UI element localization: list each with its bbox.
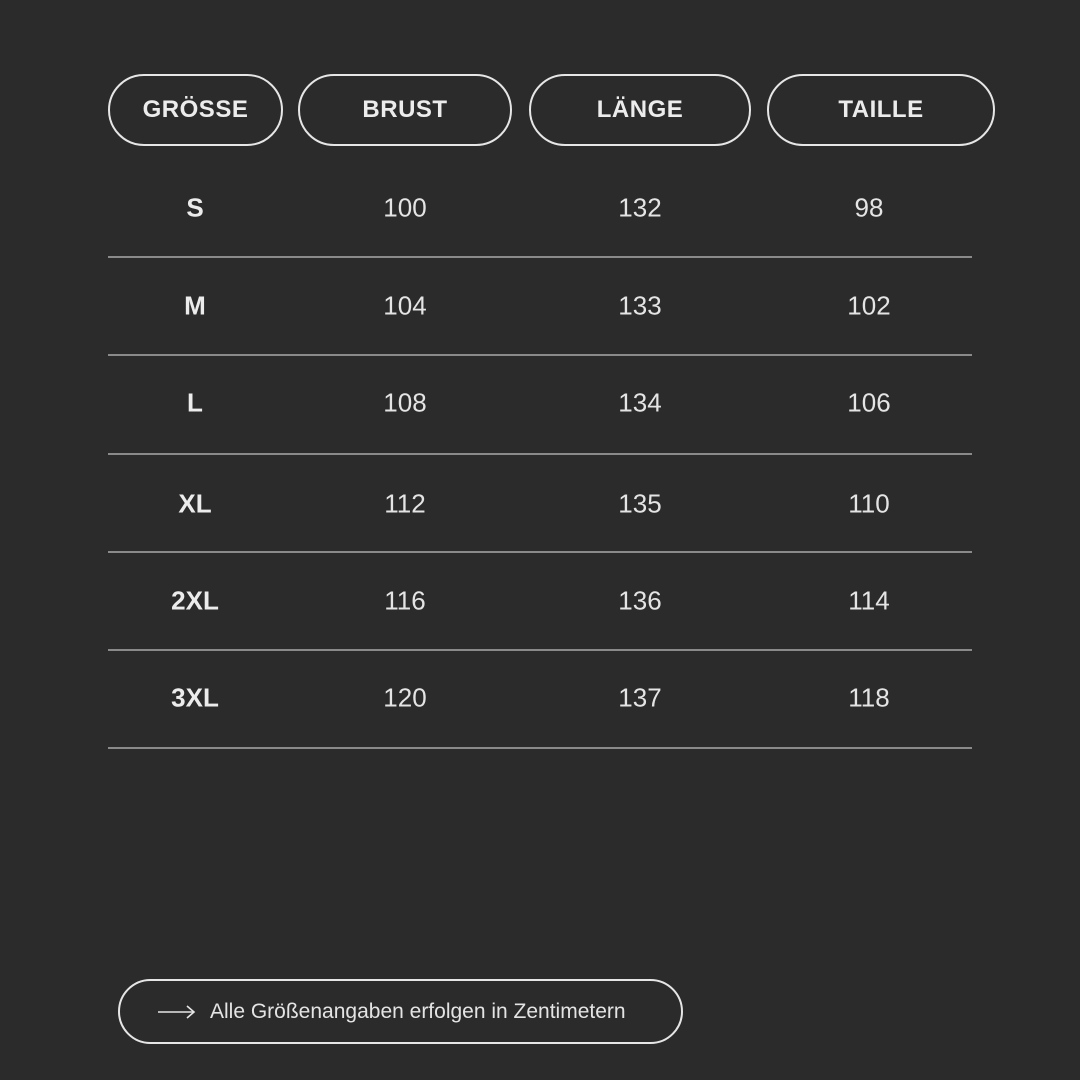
length-cell: 136 [618,585,662,616]
length-cell: 137 [618,682,662,713]
length-cell: 133 [618,290,662,321]
header-waist [767,74,995,146]
unit-note [118,979,683,1044]
header-length [529,74,751,146]
size-cell: L [187,387,203,418]
length-cell: 135 [618,488,662,519]
unit-note-text: Alle Größenangaben erfolgen in Zentimetern [210,999,626,1023]
row-divider [108,354,972,356]
size-cell: 3XL [171,682,219,713]
length-cell: 134 [618,387,662,418]
header-size-label: GRÖSSE [142,96,249,123]
size-cell: XL [178,488,212,519]
size-cell: M [184,290,206,321]
arrow-right-icon [158,1005,196,1019]
chest-cell: 112 [384,488,426,519]
header-chest-label: BRUST [362,96,448,123]
size-cell: 2XL [171,585,219,616]
length-cell: 132 [618,192,662,223]
chest-cell: 108 [383,387,427,418]
chest-cell: 120 [383,682,427,713]
size-cell: S [186,192,204,223]
waist-cell: 106 [847,387,891,418]
row-divider [108,649,972,651]
header-chest [298,74,512,146]
row-divider [108,453,972,455]
chest-cell: 116 [384,585,426,616]
waist-cell: 98 [854,192,884,223]
chest-cell: 104 [383,290,427,321]
waist-cell: 118 [848,682,890,713]
row-divider [108,747,972,749]
row-divider [108,256,972,258]
header-waist-label: TAILLE [838,96,924,123]
chest-cell: 100 [383,192,427,223]
row-divider [108,551,972,553]
header-size [108,74,283,146]
waist-cell: 110 [848,488,890,519]
waist-cell: 114 [848,585,890,616]
waist-cell: 102 [847,290,891,321]
header-length-label: LÄNGE [596,96,684,123]
